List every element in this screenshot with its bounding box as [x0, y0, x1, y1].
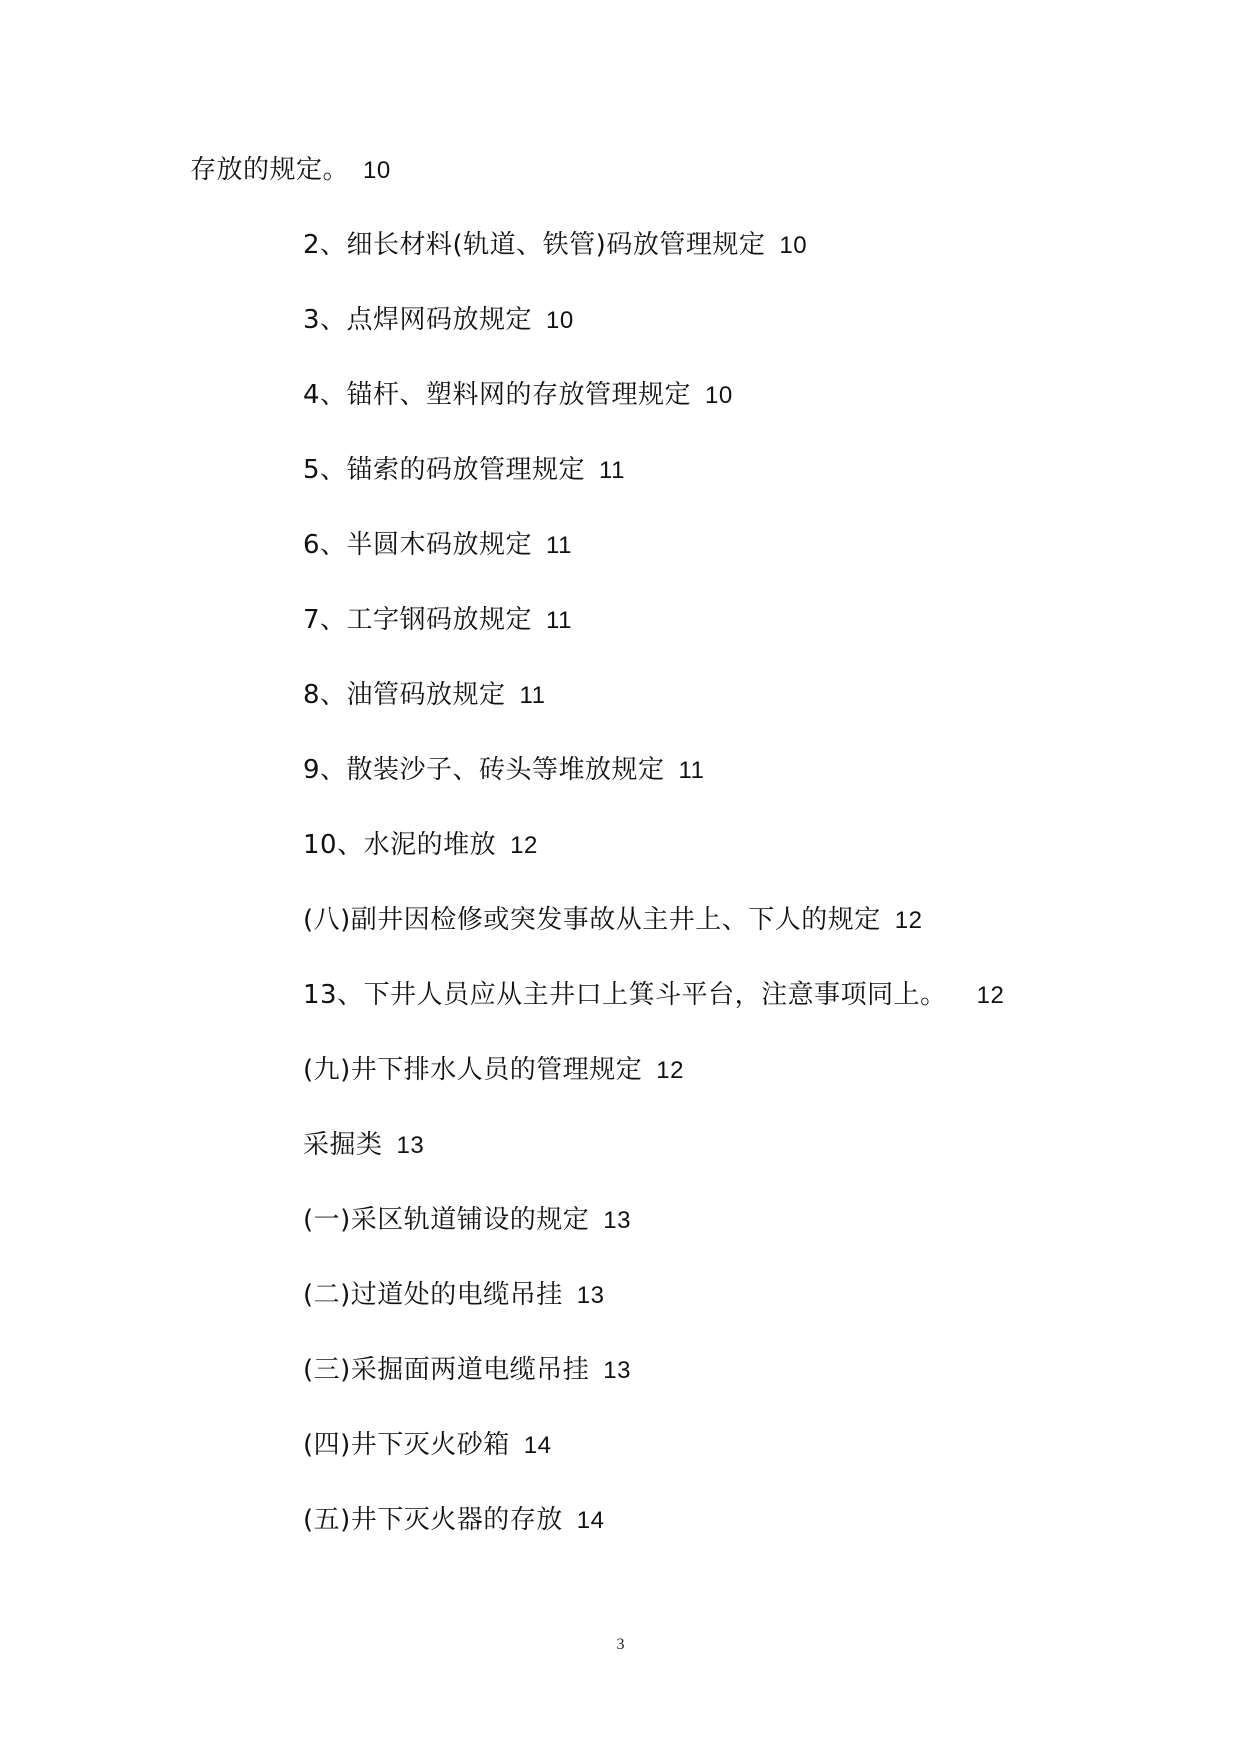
toc-entry-label: 13、下井人员应从主井口上箕斗平台，注意事项同上。	[303, 980, 947, 1010]
toc-entry-page: 11	[599, 457, 625, 484]
toc-entry-label: (四)井下灭火砂箱	[303, 1430, 510, 1460]
toc-entry	[303, 753, 704, 788]
toc-entry	[303, 828, 538, 863]
toc-entry	[303, 1203, 631, 1238]
toc-entry-page: 13	[603, 1207, 631, 1234]
toc-entry-label: (二)过道处的电缆吊挂	[303, 1280, 563, 1310]
toc-entry-label: (一)采区轨道铺设的规定	[303, 1205, 590, 1235]
toc-entry-label: 7、工字钢码放规定	[303, 605, 533, 635]
toc-entry-label: 存放的规定。	[190, 155, 350, 185]
toc-entry	[303, 1503, 605, 1538]
toc-entry	[303, 1128, 424, 1163]
toc-entry-page: 11	[546, 532, 572, 559]
toc-entry	[190, 153, 391, 188]
toc-entry-page: 13	[396, 1132, 425, 1159]
toc-entry-page: 10	[779, 232, 808, 259]
toc-entry-label: (八)副井因检修或突发事故从主井上、下人的规定	[303, 905, 881, 935]
toc-entry	[303, 1053, 684, 1088]
toc-entry	[303, 228, 807, 263]
toc-entry-label: 10、水泥的堆放	[303, 830, 497, 860]
toc-entry-label: 9、散装沙子、砖头等堆放规定	[303, 755, 665, 785]
toc-entry-label: 采掘类	[303, 1130, 383, 1160]
toc-entry-page: 14	[523, 1432, 552, 1459]
toc-entry-label: (三)采掘面两道电缆吊挂	[303, 1355, 590, 1385]
page-number: 3	[616, 1636, 625, 1653]
toc-entry-label: 8、油管码放规定	[303, 680, 506, 710]
toc-entry-label: (五)井下灭火器的存放	[303, 1505, 563, 1535]
toc-entry	[303, 528, 572, 563]
toc-entry-page: 12	[510, 832, 538, 859]
toc-entry	[303, 378, 733, 413]
toc-entry-page: 11	[678, 757, 705, 784]
toc-entry-label: 2、细长材料(轨道、铁管)码放管理规定	[303, 230, 766, 260]
toc-entry	[303, 678, 545, 713]
toc-entry-label: 6、半圆木码放规定	[303, 530, 533, 560]
toc-entry-page: 12	[976, 982, 1005, 1009]
toc-entry-page: 14	[576, 1507, 605, 1534]
toc-entry-page: 10	[546, 307, 574, 334]
toc-entry-page: 13	[603, 1357, 631, 1384]
toc-entry	[303, 978, 1004, 1013]
toc-entry-page: 12	[894, 907, 923, 934]
toc-entry	[303, 1353, 631, 1388]
toc-entry	[303, 603, 572, 638]
toc-entry-label: 4、锚杆、塑料网的存放管理规定	[303, 380, 692, 410]
toc-entry	[303, 303, 574, 338]
toc-entry	[303, 453, 625, 488]
toc-entry-page: 11	[546, 607, 572, 634]
toc-entry-page: 10	[705, 382, 733, 409]
toc-entry-page: 10	[363, 157, 391, 184]
toc-entry-label: (九)井下排水人员的管理规定	[303, 1055, 643, 1085]
toc-entry-label: 5、锚索的码放管理规定	[303, 455, 586, 485]
toc-entry	[303, 1278, 605, 1313]
toc-entry	[303, 1428, 552, 1463]
toc-entry-page: 11	[519, 682, 546, 709]
toc-entry	[303, 903, 923, 938]
toc-entry-page: 12	[656, 1057, 684, 1084]
toc-entry-page: 13	[576, 1282, 605, 1309]
toc-entry-label: 3、点焊网码放规定	[303, 305, 533, 335]
